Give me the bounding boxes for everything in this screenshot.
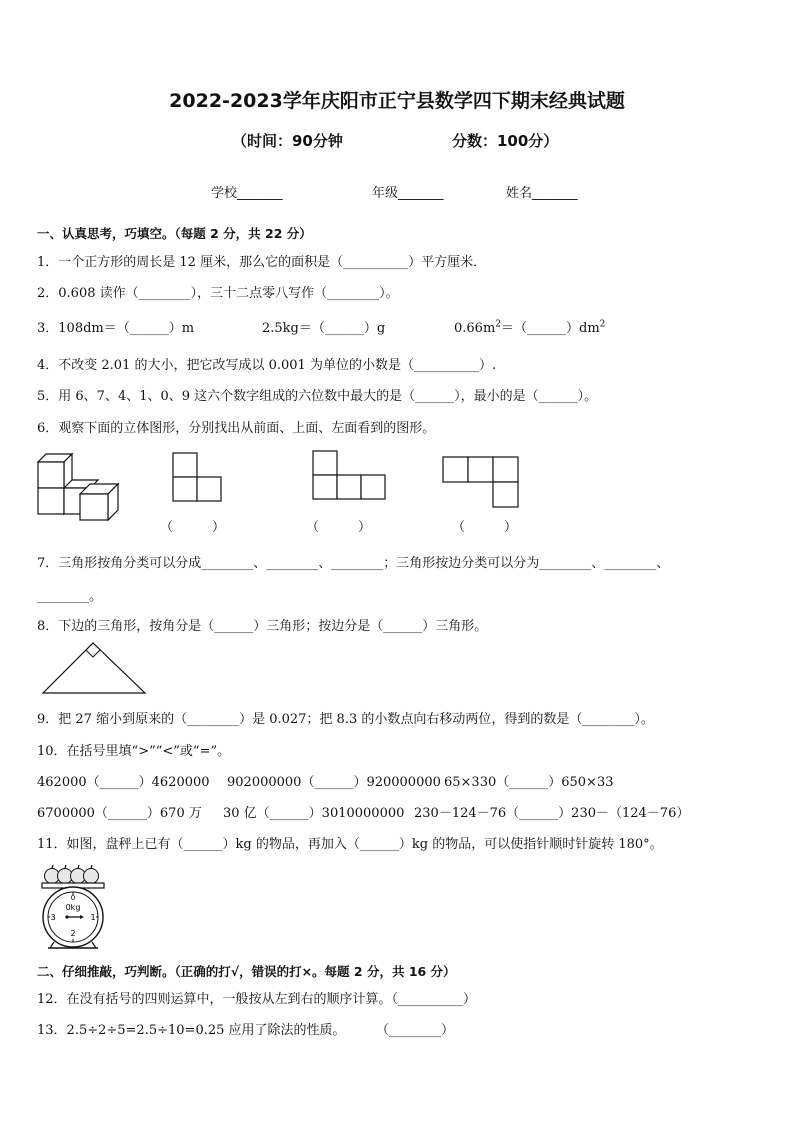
question-3c-sup2: 2 — [599, 319, 606, 330]
compare-2-2: 30 亿（______）3010000000 — [223, 806, 405, 821]
scale-right-label: 1 — [90, 913, 96, 922]
grade-field: 年级_______ — [372, 186, 444, 201]
scale-top-label: 0 — [70, 894, 76, 902]
name-field: 姓名_______ — [506, 186, 578, 201]
question-3c-mid: ＝（______）dm — [501, 321, 600, 336]
compare-1-2: 902000000（______）920000000 — [227, 775, 441, 790]
exam-time: （时间：90分钟 — [232, 132, 343, 150]
question-9: 9．把 27 缩小到原来的（________）是 0.027；把 8.3 的小数点向右移动两位，得到的数是（________）。 — [37, 712, 654, 727]
view-figure-1 — [172, 452, 224, 502]
question-3c-sup: 2 — [495, 319, 502, 330]
scale-unit-label: 0kg — [65, 903, 81, 912]
answer-paren-2[interactable]: （ ） — [306, 520, 372, 535]
section-2-heading: 二、仔细推敲，巧判断。（正确的打√，错误的打×。每题 2 分，共 16 分） — [37, 964, 456, 979]
question-7: 7．三角形按角分类可以分成________、________、________；三角形按边分类可以分为________、________、 — [37, 556, 670, 571]
school-field: 学校_______ — [211, 186, 283, 201]
question-4: 4．不改变 2.01 的大小，把它改写成以 0.001 为单位的小数是（__________）. — [37, 358, 497, 373]
view-figure-2 — [312, 450, 388, 500]
question-12: 12．在没有括号的四则运算中，一般按从左到右的顺序计算。（__________） — [37, 992, 477, 1007]
question-10: 10．在括号里填“>”“<”或“=”。 — [37, 744, 231, 759]
scale-figure — [38, 864, 110, 954]
question-3c — [454, 317, 605, 336]
question-13: 13．2.5÷2÷5=2.5÷10=0.25 应用了除法的性质。 — [37, 1023, 346, 1038]
section-1-heading: 一、认真思考，巧填空。（每题 2 分，共 22 分） — [37, 226, 312, 241]
view-figure-3 — [442, 456, 520, 508]
answer-paren-3[interactable]: （ ） — [452, 520, 518, 535]
answer-paren-1[interactable]: （ ） — [160, 520, 226, 535]
scale-left-label: 3 — [50, 913, 56, 922]
question-3a: 3．108dm＝（______）m — [37, 321, 195, 336]
compare-1-3: 65×330（______）650×33 — [444, 775, 614, 790]
question-7-cont: ________。 — [37, 589, 103, 604]
compare-1-1: 462000（______）4620000 — [37, 775, 210, 790]
compare-2-3: 230－124－76（______）230－（124－76） — [414, 806, 690, 821]
question-3b: 2.5kg＝（______）g — [262, 321, 386, 336]
question-8: 8．下边的三角形，按角分是（______）三角形；按边分是（______）三角形。 — [37, 619, 488, 634]
page-title: 2022-2023学年庆阳市正宁县数学四下期末经典试题 — [169, 90, 625, 112]
question-11: 11．如图，盘秤上已有（______）kg 的物品，再加入（______）kg 的物品，可以使指针顺时针旋转 180°。 — [37, 837, 663, 852]
question-1: 1．一个正方形的周长是 12 厘米，那么它的面积是（__________）平方厘米． — [37, 255, 487, 270]
question-5: 5．用 6、7、4、1、0、9 这六个数字组成的六位数中最大的是（______），最小的是（______）。 — [37, 389, 598, 404]
question-6: 6．观察下面的立体图形，分别找出从前面、上面、左面看到的图形。 — [37, 421, 436, 436]
question-13-answer[interactable]: （________） — [376, 1023, 455, 1038]
compare-2-1: 6700000（______）670 万 — [37, 806, 202, 821]
exam-score: 分数：100分） — [452, 132, 559, 150]
question-3c-pre: 0.66m — [454, 321, 496, 336]
scale-bottom-label: 2 — [70, 929, 76, 938]
question-2: 2．0.608 读作（________），三十二点零八写作（________）。 — [37, 286, 399, 301]
3d-cube-figure — [36, 450, 124, 522]
right-isosceles-triangle — [40, 640, 152, 696]
